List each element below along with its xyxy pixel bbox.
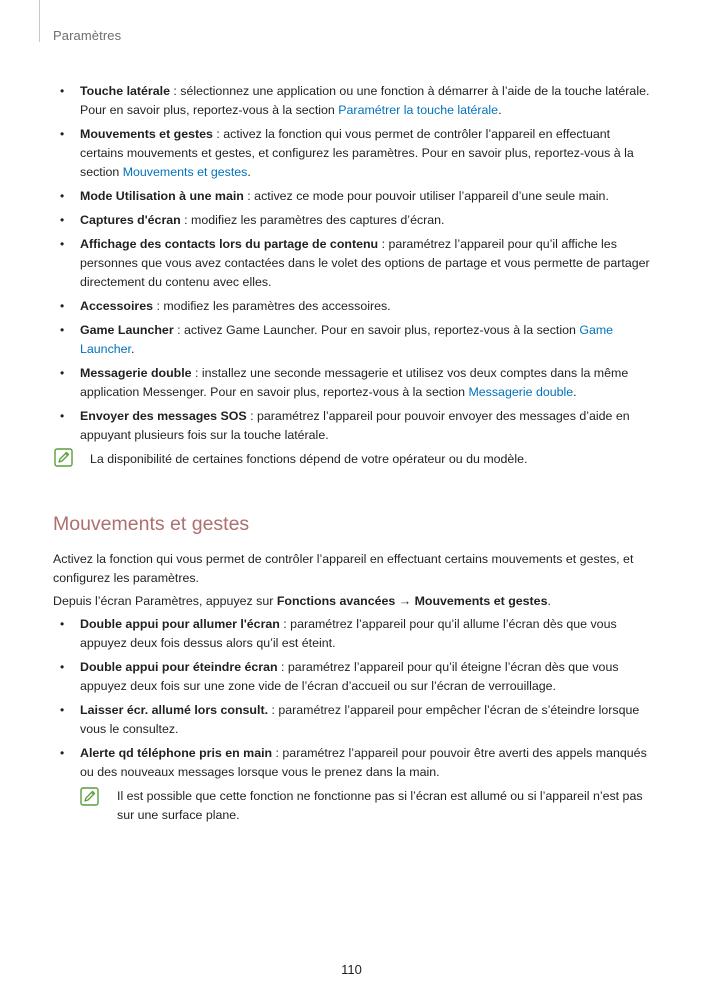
bullet: • [60,84,65,98]
item-text: : paramétrez l’appareil pour empêcher l’écran de s’éteindre lorsque vous le consultez. [80,703,640,736]
gestures-list [53,615,653,782]
link-mouvements-gestes[interactable]: Mouvements et gestes [122,165,248,179]
link-touche-laterale[interactable]: Paramétrer la touche latérale [338,103,499,117]
list-item [53,82,653,120]
item-text: : sélectionnez une application ou une fonction à démarrer à l’aide de la touche latérale. Pour en savoir plus, reportez-vous à la section [80,84,650,117]
item-term: Double appui pour allumer l'écran [80,617,280,631]
item-text: : activez Game Launcher. Pour en savoir plus, reportez-vous à la section [173,323,580,337]
list-item [53,321,653,359]
item-text: : paramétrez l’appareil pour qu’il allume l’écran dès que vous appuyez deux fois dessus alors qu’il est éteint. [80,617,617,650]
list-item [53,364,653,402]
item-term: Double appui pour éteindre écran [80,660,278,674]
bullet: • [60,703,65,717]
item-text: : paramétrez l’appareil pour pouvoir envoyer des messages d’aide en appuyant plusieurs fois sur la touche latérale. [80,409,630,442]
item-text: : modifiez les paramètres des captures d’écran. [180,213,445,227]
list-item [53,407,653,445]
note-text: La disponibilité de certaines fonctions dépend de votre opérateur ou du modèle. [90,452,528,466]
bullet: • [60,213,65,227]
bullet: • [60,660,65,674]
item-term: Accessoires [80,299,154,313]
list-item [53,701,653,739]
path-step-1: Fonctions avancées [276,594,396,608]
note-pencil-icon [80,787,99,806]
item-text-end: . [130,342,135,356]
note-block [53,450,653,472]
list-item [53,615,653,653]
item-text: : paramétrez l’appareil pour pouvoir être averti des appels manqués ou des nouveaux messages lorsque vous le prenez dans la main. [80,746,647,779]
item-term: Touche latérale [80,84,170,98]
path-step-2: Mouvements et gestes [414,594,548,608]
page-number: 110 [341,962,362,977]
bullet: • [60,237,65,251]
path-end: . [547,594,551,608]
running-header: Paramètres [53,28,122,43]
item-text-end: . [247,165,251,179]
bullet: • [60,189,65,203]
page-edge-line [39,0,40,42]
bullet: • [60,366,65,380]
item-text: : activez la fonction qui vous permet de contrôler l’appareil en effectuant certains mouvements et gestes, et configurez les paramètres. Pour en savoir plus, reportez-vous à la section [80,127,634,179]
list-item [53,744,653,782]
note-text: Il est possible que cette fonction ne fonctionne pas si l’écran est allumé ou si l’appareil n’est pas sur une surface plane. [117,789,643,822]
path-arrow: → [395,594,415,608]
section-title: Mouvements et gestes [53,513,250,535]
item-term: Game Launcher [80,323,174,337]
item-term: Envoyer des messages SOS [80,409,247,423]
item-text: : activez ce mode pour pouvoir utiliser l’appareil d’une seule main. [243,189,609,203]
item-text: : paramétrez l’appareil pour qu’il affiche les personnes que vous avez contactées dans le volet des options de partage et vous permette de partager directement du contenu avec elles. [80,237,650,289]
bullet: • [60,746,65,760]
list-item [53,658,653,696]
item-text: : installez une seconde messagerie et utilisez vos deux comptes dans la même application Messenger. Pour en savoir plus, reportez-vous à la section [80,366,629,399]
page-content [53,82,653,825]
item-term: Messagerie double [80,366,192,380]
item-text: : modifiez les paramètres des accessoires. [153,299,391,313]
item-term: Laisser écr. allumé lors consult. [80,703,269,717]
bullet: • [60,323,65,337]
navigation-path [53,592,653,611]
item-text: : paramétrez l’appareil pour qu’il éteigne l’écran dès que vous appuyez deux fois sur une zone vide de l’écran d’accueil ou sur l’écran de verrouillage. [80,660,619,693]
list-item [53,125,653,182]
bullet: • [60,127,65,141]
settings-list [53,82,653,445]
item-text-end: . [498,103,502,117]
section-intro: Activez la fonction qui vous permet de contrôler l’appareil en effectuant certains mouvements et gestes, et configurez les paramètres. [53,552,634,585]
list-item [53,187,653,206]
link-game-launcher[interactable]: Game Launcher [80,323,614,356]
path-text: Depuis l’écran Paramètres, appuyez sur [53,594,277,608]
bullet: • [60,617,65,631]
list-item [53,297,653,316]
list-item [53,235,653,292]
item-text-end: . [573,385,577,399]
item-term: Mouvements et gestes [80,127,213,141]
item-term: Mode Utilisation à une main [80,189,244,203]
note-pencil-icon [54,448,73,467]
item-term: Alerte qd téléphone pris en main [80,746,273,760]
note-block [80,787,653,825]
bullet: • [60,409,65,423]
item-term: Captures d'écran [80,213,181,227]
link-messagerie-double[interactable]: Messagerie double [468,385,574,399]
item-term: Affichage des contacts lors du partage de contenu [80,237,379,251]
bullet: • [60,299,65,313]
list-item [53,211,653,230]
